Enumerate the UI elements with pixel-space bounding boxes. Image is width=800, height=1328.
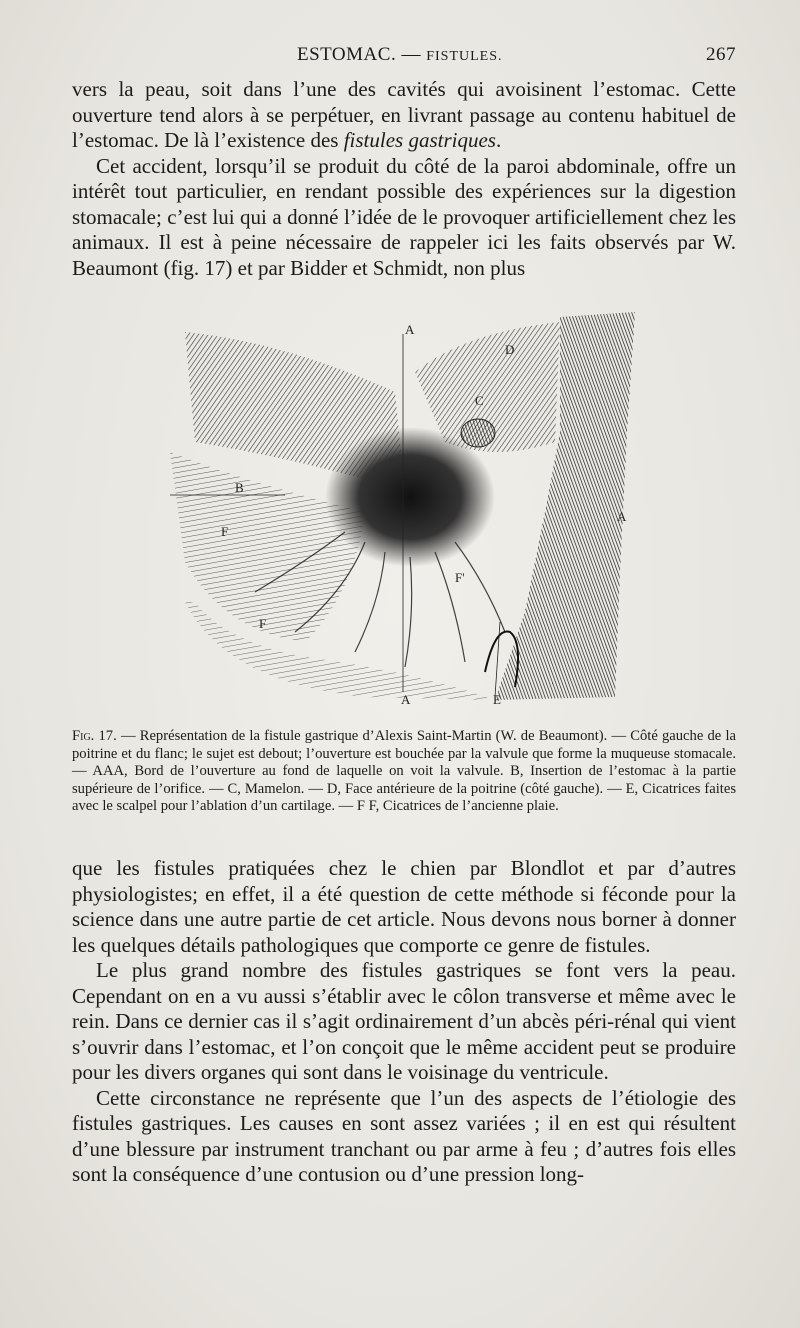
engraving-illustration [165, 312, 640, 707]
nipple-mark [461, 419, 495, 447]
fistula-opening [325, 427, 495, 567]
figure-label: D [505, 342, 515, 357]
caption-text: — Représentation de la fistule gastrique d’Alexis Saint-Martin (W. de Beaumont). — Côté gauche de la poitrine et du flanc; le sujet est debout; l’ouverture est bouchée par la valvule que forme la muqueuse stomacale.— AAA, Bord de l’ouverture au fond de laquelle on voit la valvule. B, Insertion de l’estomac à la partie supérieure de l’orifice. — C, Mamelon. — D, Face antérieure de la poitrine (côté gauche). — E, Cicatrices faites avec le scalpel pour l’ablation d’un cartilage. — F F, Cicatrices de l’ancienne plaie. [72, 728, 736, 814]
figure-caption [72, 728, 736, 816]
figure-label: B [235, 480, 244, 495]
figure-17-engraving [165, 312, 640, 707]
body-text-bottom [72, 856, 736, 1188]
paragraph [72, 77, 736, 154]
running-title-main: ESTOMAC. [297, 44, 397, 65]
italic-term: fistules gastriques [343, 128, 496, 152]
figure-label: A [401, 692, 411, 707]
figure-label: F' [455, 570, 465, 585]
page-number: 267 [706, 44, 736, 65]
figure-label: A [405, 322, 415, 337]
paragraph-text: vers la peau, soit dans l’une des cavités qui avoisinent l’estomac. Cette ouverture tend alors à se perpétuer, en livrant passage au contenu habituel de l’estomac. De là l’existence des [72, 77, 736, 152]
running-head [72, 44, 736, 70]
paragraph: Cet accident, lorsqu’il se produit du côté de la paroi abdominale, offre un intérêt tout particulier, en rendant possible des expériences sur la digestion stomacale; c’est lui qui a donné l’idée de le provoquer artificiellement chez les animaux. Il est à peine nécessaire de rappeler ici les faits observés par W. Beaumont (fig. 17) et par Bidder et Schmidt, non plus [72, 153, 736, 280]
figure-number: Fig. 17. [72, 728, 117, 744]
running-title-sub: FISTULES. [426, 49, 503, 64]
running-title [297, 44, 503, 66]
figure-label: E [493, 692, 501, 707]
figure-label: A [617, 509, 627, 524]
running-title-dash: — [401, 44, 421, 65]
paragraph: Le plus grand nombre des fistules gastriques se font vers la peau. Cependant on en a vu aussi s’établir avec le côlon transverse et même avec le rein. Dans ce dernier cas il s’agit ordinairement d’un abcès péri-rénal qui vient s’ouvrir dans l’estomac, et l’on conçoit que le même accident peut se produire pour les divers organes qui sont dans le voisinage du ventricule. [72, 958, 736, 1084]
paragraph: que les fistules pratiquées chez le chien par Blondlot et par d’autres physiologistes; en effet, il a été question de cette méthode si féconde pour la science dans une autre partie de cet article. Nous devons nous borner à donner les quelques détails pathologiques que comporte ce genre de fistules. [72, 856, 736, 957]
figure-label: C [475, 393, 484, 408]
figure-label: F [221, 524, 229, 539]
body-text-top [72, 77, 736, 281]
paragraph-text: . [495, 128, 502, 152]
paragraph: Cette circonstance ne représente que l’un des aspects de l’étiologie des fistules gastriques. Les causes en sont assez variées ; il en est qui résultent d’une blessure par instrument tranchant ou par arme à feu ; d’autres fois elles sont la conséquence d’une contusion ou d’une pression long- [72, 1085, 736, 1186]
figure-label: F [259, 616, 267, 631]
